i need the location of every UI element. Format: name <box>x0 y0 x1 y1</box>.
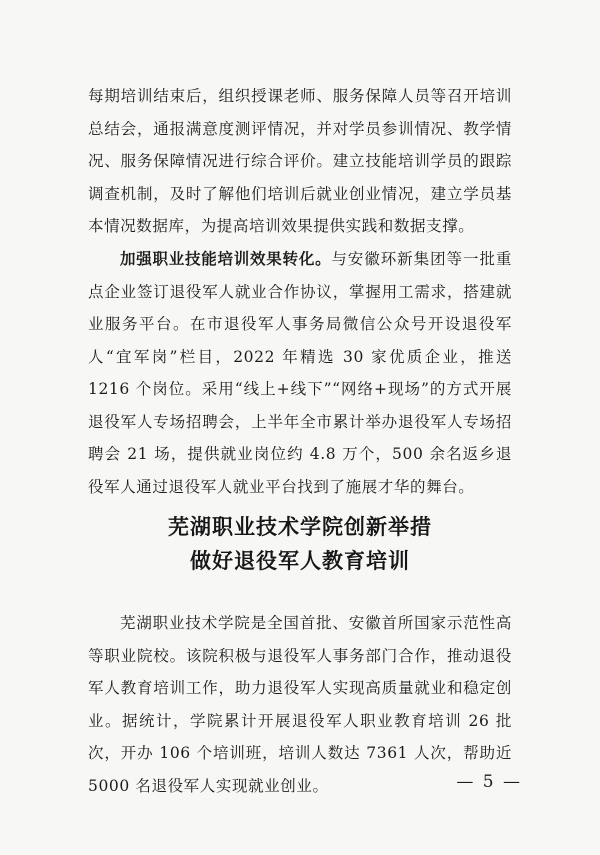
paragraph-college-overview <box>88 607 512 802</box>
paragraph-text: 芜湖职业技术学院是全国首批、安徽首所国家示范性高等职业院校。该院积极与退役军人事务部门合作，推动退役军人教育培训工作，助力退役军人实现高质量就业和稳定创业。据统计，学院累计开展退役军人职业教育培训 26 批次，开办 106 个培训班，培训人数达 7361 人次，帮助近 5000 名退役军人实现就业创业。 <box>88 614 512 795</box>
paragraph-lead-heading: 加强职业技能培训效果转化。 <box>120 250 332 268</box>
paragraph-skill-training-transformation <box>88 243 512 503</box>
paragraph-text: 每期培训结束后，组织授课老师、服务保障人员等召开培训总结会，通报满意度测评情况，并对学员参训情况、教学情况、服务保障情况进行综合评价。建立技能培训学员的跟踪调查机制，及时了解他们培训后就业创业情况，建立学员基本情况数据库，为提高培训效果提供实践和数据支撑。 <box>88 87 512 235</box>
section-title-line-2: 做好退役军人教育培训 <box>190 549 410 573</box>
paragraph-text: 与安徽环新集团等一批重点企业签订退役军人就业合作协议，掌握用工需求，搭建就业服务平台。在市退役军人事务局微信公众号开设退役军人“宜军岗”栏目，2022 年精选 30 家优质企业，推送 1216 个岗位。采用“线上+线下”“网络+现场”的方式开展退役军人专场招聘会，上半年全市累计举办退役军人专场招聘会 21 场，提供就业岗位约 4.8 万个，500 余名返乡退役军人通过退役军人就业平台找到了施展才华的舞台。 <box>88 250 513 496</box>
section-title-line-1: 芜湖职业技术学院创新举措 <box>168 515 432 539</box>
page-number: — 5 — <box>456 772 522 792</box>
paragraph-training-summary <box>88 80 512 243</box>
